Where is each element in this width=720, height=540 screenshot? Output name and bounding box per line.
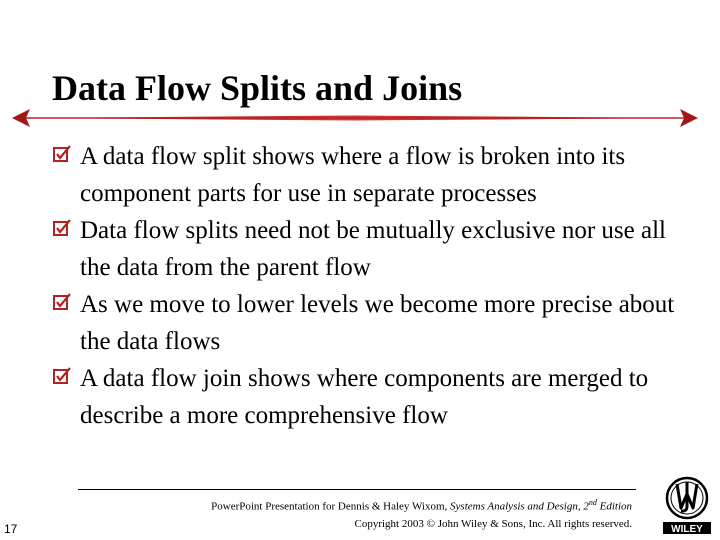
footer-edition-sup: nd — [588, 498, 597, 507]
checkbox-icon — [52, 366, 72, 386]
page-number: 17 — [4, 522, 18, 536]
checkbox-icon — [52, 292, 72, 312]
footer-book-title: Systems Analysis and Design, 2 — [450, 500, 589, 513]
bullet-text: Data flow splits need not be mutually exclusive nor use all the data from the parent flow — [80, 217, 666, 281]
footer-copyright: Copyright 2003 © John Wiley & Sons, Inc. All rights reserved. — [354, 517, 632, 530]
bullet-item — [48, 212, 678, 286]
logo-text: WILEY — [671, 524, 703, 535]
bullet-text: A data flow split shows where a flow is broken into its component parts for use in separate processes — [80, 143, 626, 207]
bullet-text: A data flow join shows where components are merged to describe a more comprehensive flow — [80, 365, 649, 429]
checkbox-icon — [52, 144, 72, 164]
footer-line-1 — [112, 494, 632, 516]
footer-prefix: PowerPoint Presentation for Dennis & Haley Wixom, — [211, 500, 451, 513]
checkbox-icon — [52, 218, 72, 238]
footer-divider — [78, 489, 636, 490]
slide-title: Data Flow Splits and Joins — [52, 68, 463, 108]
bullet-text: As we move to lower levels we become more precise about the data flows — [80, 291, 675, 355]
bullet-list — [48, 138, 678, 434]
bullet-item — [48, 360, 678, 434]
footer-edition: Edition — [596, 500, 632, 513]
bullet-item — [48, 138, 678, 212]
bullet-item — [48, 286, 678, 360]
footer-credits — [112, 494, 632, 533]
title-arrow-rule-icon — [12, 106, 698, 130]
wiley-logo-icon — [659, 474, 715, 536]
